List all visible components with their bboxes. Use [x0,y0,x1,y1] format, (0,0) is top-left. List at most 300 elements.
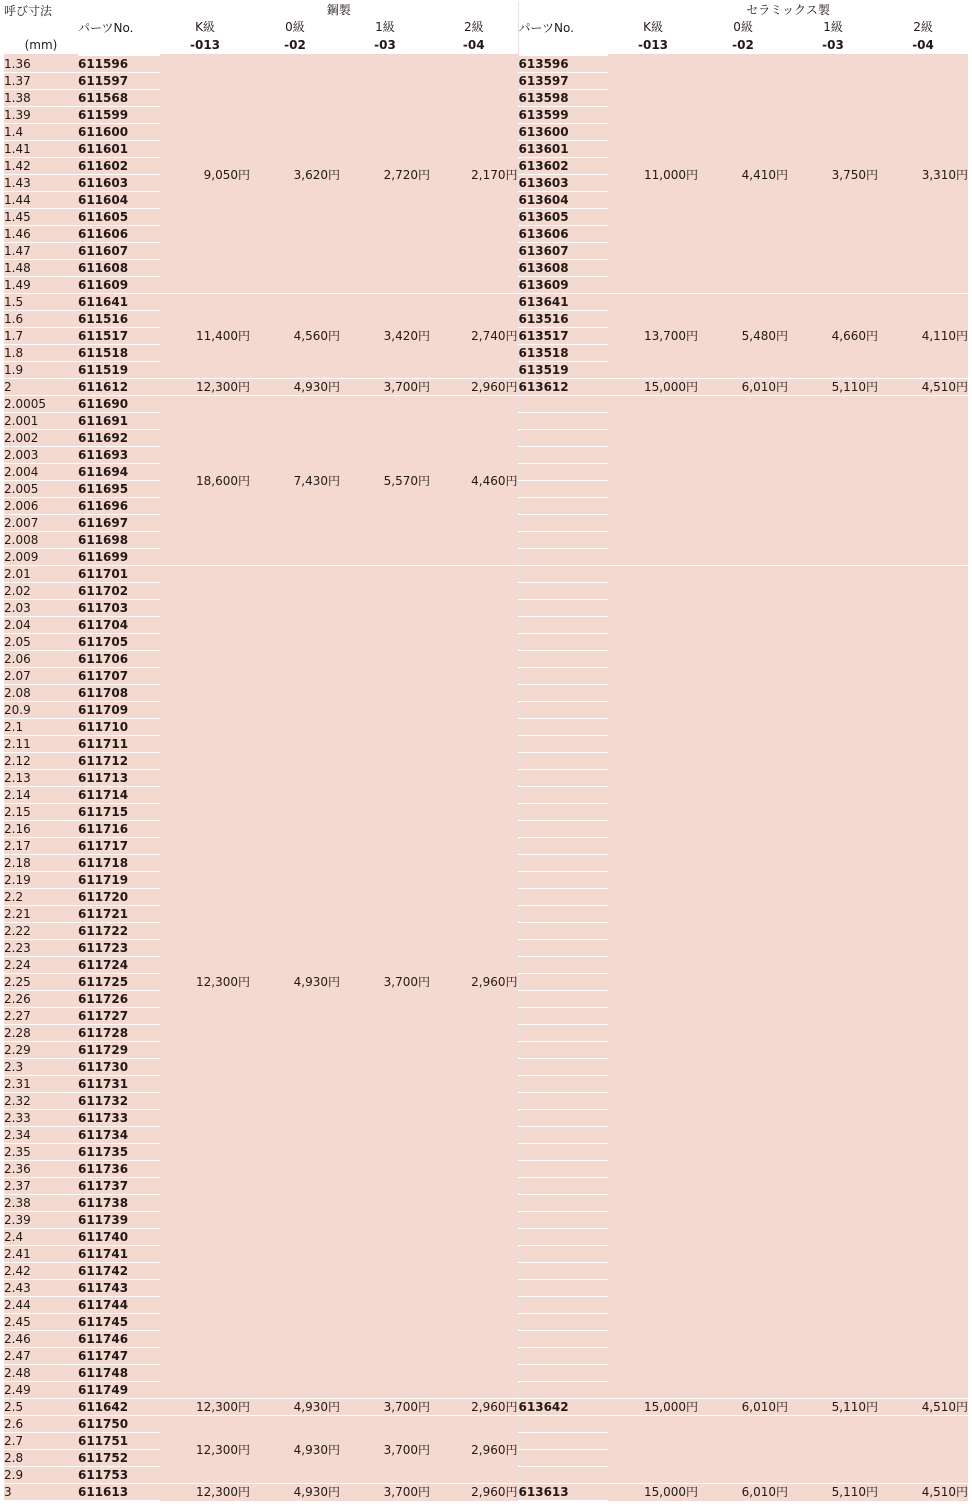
steel-part-cell: 611517 [78,328,160,345]
ceramic-part-cell: 613596 [518,55,608,73]
size-cell: 2.004 [4,464,78,481]
ceramic-part-cell: 613598 [518,90,608,107]
steel-grade-2: 2級 [430,19,518,36]
ceramic-part-cell [518,804,608,821]
steel-price-cell: 2,720円 [340,55,430,294]
steel-part-cell: 611725 [78,974,160,991]
price-group [4,1399,968,1416]
size-cell: 2.44 [4,1297,78,1314]
size-cell: 2.8 [4,1450,78,1467]
size-cell: 2.1 [4,719,78,736]
steel-part-cell: 611747 [78,1348,160,1365]
price-table [4,2,968,1501]
steel-price-cell: 11,400円 [160,294,250,379]
ceramic-part-cell [518,855,608,872]
steel-part-cell: 611691 [78,413,160,430]
size-cell: 2.17 [4,838,78,855]
steel-part-cell: 611730 [78,1059,160,1076]
steel-part-cell: 611613 [78,1484,160,1501]
steel-part-cell: 611746 [78,1331,160,1348]
steel-part-cell: 611723 [78,940,160,957]
ceramic-part-cell [518,1212,608,1229]
ceramic-code-0: -02 [698,36,788,55]
ceramic-part-cell: 613597 [518,73,608,90]
table-row [4,55,968,73]
ceramic-part-cell: 613601 [518,141,608,158]
steel-part-cell: 611609 [78,277,160,294]
ceramic-part-cell [518,1331,608,1348]
ceramic-part-cell: 613641 [518,294,608,311]
size-cell: 2.14 [4,787,78,804]
steel-part-cell: 611597 [78,73,160,90]
ceramic-part-cell [518,838,608,855]
steel-part-cell: 611612 [78,379,160,396]
size-cell: 2.06 [4,651,78,668]
steel-part-cell: 611753 [78,1467,160,1484]
steel-part-cell: 611716 [78,821,160,838]
ceramic-price-cell [608,396,698,566]
size-cell: 2.002 [4,430,78,447]
size-cell: 2.43 [4,1280,78,1297]
size-cell: 2.05 [4,634,78,651]
steel-price-cell: 2,170円 [430,55,518,294]
steel-part-cell: 611739 [78,1212,160,1229]
ceramic-price-cell: 3,310円 [878,55,968,294]
steel-part-cell: 611516 [78,311,160,328]
size-cell: 2.15 [4,804,78,821]
ceramic-code-k: -013 [608,36,698,55]
steel-price-cell: 4,930円 [250,1416,340,1484]
ceramic-price-cell: 15,000円 [608,1484,698,1501]
ceramic-part-cell [518,923,608,940]
steel-part-cell: 611707 [78,668,160,685]
ceramic-price-cell: 3,750円 [788,55,878,294]
steel-code-1: -03 [340,36,430,55]
size-cell: 2.4 [4,1229,78,1246]
ceramic-part-cell [518,413,608,430]
steel-part-cell: 611710 [78,719,160,736]
steel-part-cell: 611717 [78,838,160,855]
ceramic-part-cell [518,651,608,668]
size-cell: 2.008 [4,532,78,549]
size-cell: 2.01 [4,566,78,583]
ceramic-part-cell [518,906,608,923]
steel-part-cell: 611752 [78,1450,160,1467]
steel-price-cell: 2,740円 [430,294,518,379]
ceramic-part-cell [518,1246,608,1263]
ceramic-part-cell: 613604 [518,192,608,209]
size-cell: 2.31 [4,1076,78,1093]
ceramic-price-cell [698,566,788,1399]
ceramic-price-cell: 11,000円 [608,55,698,294]
ceramic-part-cell [518,1263,608,1280]
table-header [4,2,968,55]
steel-part-cell: 611744 [78,1297,160,1314]
ceramic-price-cell [878,1416,968,1484]
ceramic-part-cell [518,498,608,515]
size-cell: 1.8 [4,345,78,362]
steel-price-cell: 2,960円 [430,379,518,396]
size-cell: 2.7 [4,1433,78,1450]
ceramic-price-cell: 4,660円 [788,294,878,379]
ceramic-price-cell: 5,480円 [698,294,788,379]
ceramic-code-2: -04 [878,36,968,55]
table-row [4,1399,968,1416]
size-cell: 2.6 [4,1416,78,1433]
ceramic-price-cell [878,396,968,566]
size-cell: 2.11 [4,736,78,753]
ceramic-grade-0: 0級 [698,19,788,36]
steel-part-cell: 611720 [78,889,160,906]
steel-part-cell: 611737 [78,1178,160,1195]
ceramic-group-header: セラミックス製 [608,2,968,19]
ceramic-price-cell [788,1416,878,1484]
size-cell: 1.9 [4,362,78,379]
steel-part-cell: 611731 [78,1076,160,1093]
ceramic-part-cell [518,753,608,770]
size-cell: 1.39 [4,107,78,124]
ceramic-part-cell [518,1297,608,1314]
ceramic-part-cell: 613599 [518,107,608,124]
ceramic-part-cell [518,821,608,838]
steel-grade-0: 0級 [250,19,340,36]
ceramic-part-cell [518,1433,608,1450]
ceramic-part-cell [518,957,608,974]
ceramic-price-cell: 15,000円 [608,379,698,396]
steel-price-cell: 4,560円 [250,294,340,379]
size-header-label: 呼び寸法 [4,4,53,18]
size-cell: 2.12 [4,753,78,770]
steel-price-cell: 2,960円 [430,566,518,1399]
ceramic-part-cell [518,447,608,464]
ceramic-part-cell: 613642 [518,1399,608,1416]
ceramic-code-1: -03 [788,36,878,55]
steel-price-cell: 2,960円 [430,1416,518,1484]
ceramic-part-cell [518,1348,608,1365]
ceramic-part-cell: 613600 [518,124,608,141]
ceramic-part-cell [518,566,608,583]
ceramic-price-cell: 15,000円 [608,1399,698,1416]
size-cell: 2.46 [4,1331,78,1348]
ceramic-part-cell [518,515,608,532]
size-cell: 2.13 [4,770,78,787]
steel-part-cell: 611722 [78,923,160,940]
steel-part-cell: 611736 [78,1161,160,1178]
steel-part-cell: 611738 [78,1195,160,1212]
size-cell: 1.7 [4,328,78,345]
ceramic-part-cell: 613603 [518,175,608,192]
steel-part-cell: 611751 [78,1433,160,1450]
steel-part-cell: 611735 [78,1144,160,1161]
ceramic-price-cell: 4,510円 [878,1399,968,1416]
size-cell: 2.33 [4,1110,78,1127]
ceramic-price-cell: 6,010円 [698,1399,788,1416]
steel-part-cell: 611692 [78,430,160,447]
size-cell: 2.26 [4,991,78,1008]
steel-part-cell: 611705 [78,634,160,651]
table-row [4,1416,968,1433]
size-cell: 1.47 [4,243,78,260]
steel-code-k: -013 [160,36,250,55]
steel-price-cell: 3,700円 [340,1484,430,1501]
ceramic-part-cell [518,1195,608,1212]
ceramic-part-cell: 613519 [518,362,608,379]
ceramic-part-cell [518,1008,608,1025]
steel-part-cell: 611607 [78,243,160,260]
size-cell: 2.22 [4,923,78,940]
ceramic-part-cell [518,1161,608,1178]
size-cell: 2.04 [4,617,78,634]
steel-price-cell: 3,700円 [340,379,430,396]
ceramic-part-cell [518,617,608,634]
steel-part-cell: 611608 [78,260,160,277]
price-group [4,396,968,566]
steel-price-cell: 12,300円 [160,1484,250,1501]
steel-part-cell: 611728 [78,1025,160,1042]
ceramic-part-cell: 613612 [518,379,608,396]
table-row [4,379,968,396]
steel-part-cell: 611748 [78,1365,160,1382]
steel-part-cell: 611642 [78,1399,160,1416]
steel-price-cell: 3,700円 [340,566,430,1399]
size-cell: 2.35 [4,1144,78,1161]
size-cell: 2.25 [4,974,78,991]
size-cell: 2.38 [4,1195,78,1212]
size-cell: 1.38 [4,90,78,107]
steel-part-cell: 611695 [78,481,160,498]
ceramic-part-cell: 613606 [518,226,608,243]
size-cell: 1.48 [4,260,78,277]
ceramic-part-cell [518,1382,608,1399]
size-cell: 2.32 [4,1093,78,1110]
ceramic-part-cell [518,396,608,413]
size-cell: 1.41 [4,141,78,158]
ceramic-part-header: パーツNo. [518,2,608,55]
size-cell: 2.006 [4,498,78,515]
steel-part-cell: 611706 [78,651,160,668]
ceramic-part-cell [518,430,608,447]
ceramic-part-cell [518,600,608,617]
size-cell: 2.08 [4,685,78,702]
ceramic-price-cell: 4,410円 [698,55,788,294]
ceramic-price-cell [698,1416,788,1484]
ceramic-part-cell [518,940,608,957]
ceramic-part-cell [518,1025,608,1042]
size-cell: 2.005 [4,481,78,498]
size-cell: 2.07 [4,668,78,685]
steel-part-cell: 611726 [78,991,160,1008]
steel-part-cell: 611733 [78,1110,160,1127]
ceramic-part-cell: 613609 [518,277,608,294]
ceramic-price-cell: 4,110円 [878,294,968,379]
ceramic-price-cell [608,566,698,1399]
ceramic-price-cell: 6,010円 [698,1484,788,1501]
size-cell: 2.03 [4,600,78,617]
size-cell: 2.49 [4,1382,78,1399]
ceramic-part-cell [518,481,608,498]
ceramic-grade-2: 2級 [878,19,968,36]
ceramic-part-cell [518,719,608,736]
size-cell: 3 [4,1484,78,1501]
steel-part-cell: 611704 [78,617,160,634]
size-cell: 2.36 [4,1161,78,1178]
steel-price-cell: 3,620円 [250,55,340,294]
steel-part-cell: 611603 [78,175,160,192]
steel-part-cell: 611519 [78,362,160,379]
price-group [4,379,968,396]
ceramic-part-cell [518,1059,608,1076]
ceramic-price-cell: 5,110円 [788,379,878,396]
steel-part-cell: 611742 [78,1263,160,1280]
size-cell: 2.24 [4,957,78,974]
ceramic-price-cell [788,566,878,1399]
ceramic-part-cell [518,1365,608,1382]
ceramic-part-cell [518,1416,608,1433]
ceramic-part-cell [518,1042,608,1059]
steel-part-cell: 611711 [78,736,160,753]
size-cell: 2.16 [4,821,78,838]
size-cell: 2.34 [4,1127,78,1144]
steel-part-cell: 611596 [78,55,160,73]
ceramic-part-cell [518,464,608,481]
steel-price-cell: 12,300円 [160,566,250,1399]
steel-part-cell: 611740 [78,1229,160,1246]
ceramic-price-cell: 4,510円 [878,1484,968,1501]
steel-part-cell: 611699 [78,549,160,566]
steel-price-cell: 18,600円 [160,396,250,566]
ceramic-part-cell [518,736,608,753]
price-group [4,55,968,294]
table-row [4,1484,968,1501]
steel-part-cell: 611709 [78,702,160,719]
steel-price-cell: 3,700円 [340,1399,430,1416]
steel-price-cell: 4,930円 [250,1484,340,1501]
steel-part-cell: 611734 [78,1127,160,1144]
size-cell: 1.44 [4,192,78,209]
steel-grade-1: 1級 [340,19,430,36]
steel-part-cell: 611599 [78,107,160,124]
steel-price-cell: 4,930円 [250,379,340,396]
steel-part-cell: 611693 [78,447,160,464]
ceramic-part-cell [518,532,608,549]
ceramic-part-cell [518,685,608,702]
size-cell: 1.45 [4,209,78,226]
table-row [4,396,968,413]
steel-part-cell: 611568 [78,90,160,107]
steel-part-cell: 611703 [78,600,160,617]
steel-price-cell: 3,420円 [340,294,430,379]
ceramic-part-cell [518,1280,608,1297]
steel-part-header: パーツNo. [78,2,160,55]
ceramic-part-cell [518,770,608,787]
ceramic-part-cell [518,974,608,991]
ceramic-part-cell [518,889,608,906]
ceramic-part-cell [518,1076,608,1093]
ceramic-part-cell: 613607 [518,243,608,260]
steel-part-cell: 611708 [78,685,160,702]
size-cell: 2.001 [4,413,78,430]
ceramic-part-cell: 613608 [518,260,608,277]
steel-price-cell: 4,460円 [430,396,518,566]
ceramic-part-cell [518,1450,608,1467]
ceramic-part-cell [518,549,608,566]
size-cell: 20.9 [4,702,78,719]
size-cell: 2.21 [4,906,78,923]
ceramic-part-cell [518,702,608,719]
steel-part-cell: 611602 [78,158,160,175]
steel-part-cell: 611718 [78,855,160,872]
steel-price-cell: 3,700円 [340,1416,430,1484]
price-group [4,1416,968,1484]
size-cell: 1.37 [4,73,78,90]
ceramic-part-cell [518,668,608,685]
size-cell: 2.47 [4,1348,78,1365]
steel-part-cell: 611606 [78,226,160,243]
steel-part-cell: 611713 [78,770,160,787]
steel-grade-k: K級 [160,19,250,36]
steel-part-cell: 611518 [78,345,160,362]
size-cell: 2 [4,379,78,396]
steel-part-cell: 611721 [78,906,160,923]
ceramic-part-cell [518,872,608,889]
steel-price-cell: 9,050円 [160,55,250,294]
size-cell: 2.23 [4,940,78,957]
ceramic-price-cell: 6,010円 [698,379,788,396]
ceramic-part-cell: 613517 [518,328,608,345]
price-group [4,1484,968,1501]
ceramic-part-cell [518,583,608,600]
ceramic-part-cell: 613602 [518,158,608,175]
steel-part-cell: 611702 [78,583,160,600]
ceramic-part-cell [518,1110,608,1127]
size-cell: 2.37 [4,1178,78,1195]
steel-part-cell: 611719 [78,872,160,889]
steel-part-cell: 611605 [78,209,160,226]
size-cell: 2.3 [4,1059,78,1076]
steel-part-cell: 611694 [78,464,160,481]
size-header [4,2,78,36]
ceramic-part-cell [518,634,608,651]
ceramic-price-cell [878,566,968,1399]
steel-group-header: 鋼製 [160,2,518,19]
size-unit-label: (mm) [4,36,78,55]
ceramic-part-cell [518,1144,608,1161]
steel-part-cell: 611732 [78,1093,160,1110]
size-cell: 2.007 [4,515,78,532]
steel-part-cell: 611749 [78,1382,160,1399]
size-cell: 1.5 [4,294,78,311]
size-cell: 1.6 [4,311,78,328]
ceramic-price-cell [698,396,788,566]
steel-part-cell: 611697 [78,515,160,532]
size-cell: 2.5 [4,1399,78,1416]
steel-price-cell: 12,300円 [160,1399,250,1416]
size-cell: 2.9 [4,1467,78,1484]
size-cell: 2.48 [4,1365,78,1382]
size-cell: 2.19 [4,872,78,889]
size-cell: 2.42 [4,1263,78,1280]
size-cell: 2.003 [4,447,78,464]
ceramic-grade-1: 1級 [788,19,878,36]
size-cell: 1.49 [4,277,78,294]
table-row [4,566,968,583]
steel-part-cell: 611696 [78,498,160,515]
size-cell: 2.02 [4,583,78,600]
size-cell: 2.0005 [4,396,78,413]
steel-price-cell: 5,570円 [340,396,430,566]
steel-price-cell: 12,300円 [160,1416,250,1484]
ceramic-part-cell [518,1314,608,1331]
